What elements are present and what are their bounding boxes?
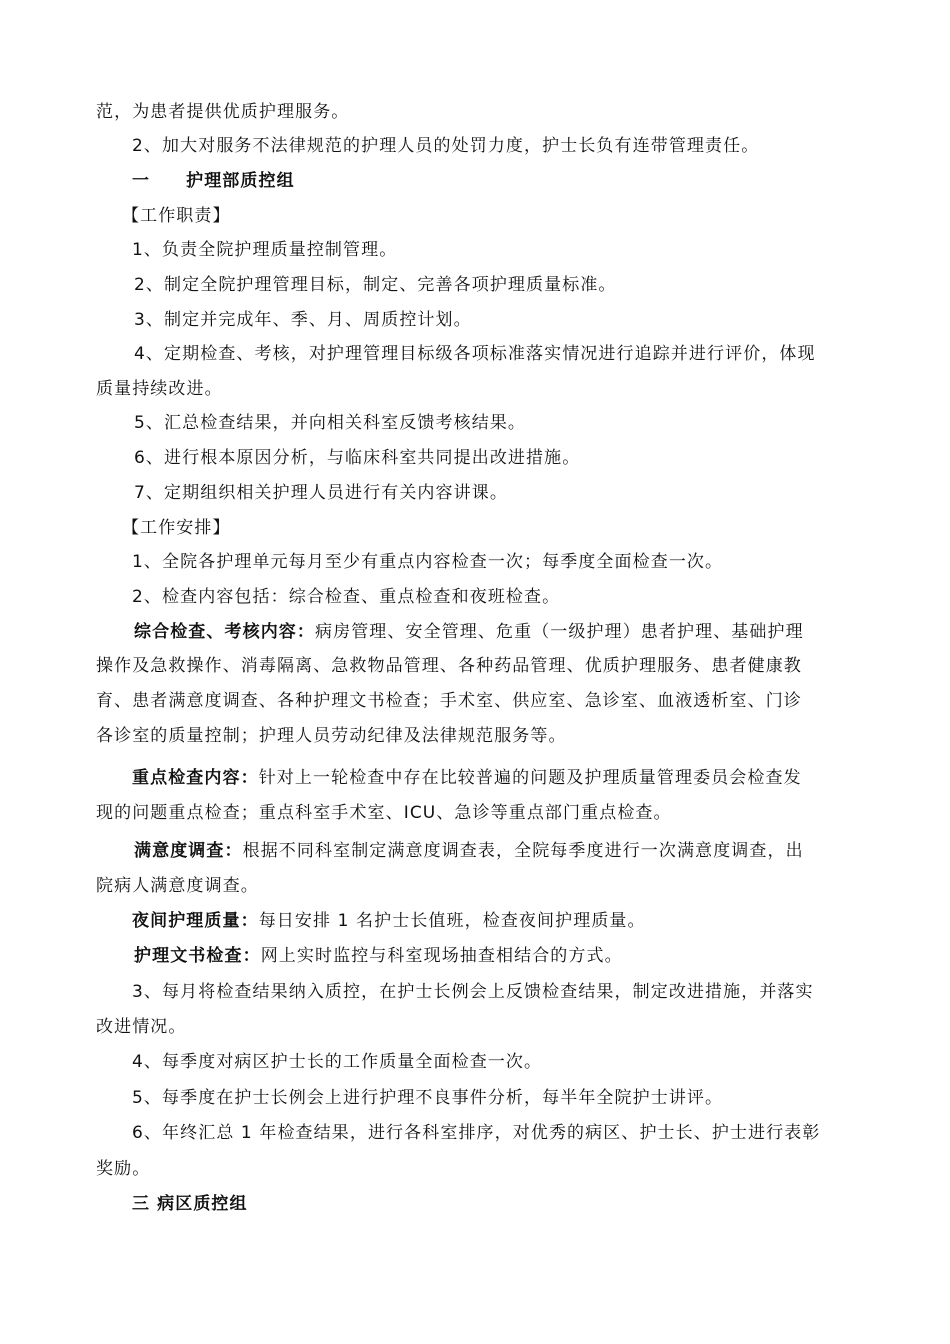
list-item: 5、每季度在护士长例会上进行护理不良事件分析，每半年全院护士讲评。 [132, 1088, 724, 1108]
paragraph-line: 质量持续改进。 [96, 379, 223, 399]
subsection-heading: 【工作安排】 [122, 518, 231, 538]
section-heading: 三 病区质控组 [132, 1194, 248, 1214]
list-item: 3、制定并完成年、季、月、周质控计划。 [134, 310, 472, 330]
paragraph-line: 重点检查内容：针对上一轮检查中存在比较普遍的问题及护理质量管理委员会检查发 [132, 768, 802, 788]
paragraph-line: 护理文书检查：网上实时监控与科室现场抽查相结合的方式。 [134, 946, 623, 966]
section-title: 护理部质控组 [186, 171, 295, 191]
list-item: 4、每季度对病区护士长的工作质量全面检查一次。 [132, 1052, 543, 1072]
list-item: 2、制定全院护理管理目标，制定、完善各项护理质量标准。 [134, 275, 617, 295]
list-item: 4、定期检查、考核，对护理管理目标级各项标准落实情况进行追踪并进行评价，体现 [134, 344, 816, 364]
list-item: 5、汇总检查结果，并向相关科室反馈考核结果。 [134, 413, 527, 433]
inline-label: 重点检查内容： [132, 768, 259, 788]
paragraph-line: 奖励。 [96, 1159, 151, 1179]
inline-label: 满意度调查： [134, 841, 243, 861]
list-item: 1、全院各护理单元每月至少有重点内容检查一次；每季度全面检查一次。 [132, 552, 724, 572]
paragraph-line: 满意度调查：根据不同科室制定满意度调查表，全院每季度进行一次满意度调查，出 [134, 841, 804, 861]
paragraph-line: 操作及急救操作、消毒隔离、急救物品管理、各种药品管理、优质护理服务、患者健康教 [96, 656, 802, 676]
list-item: 7、定期组织相关护理人员进行有关内容讲课。 [134, 483, 508, 503]
list-item: 6、进行根本原因分析，与临床科室共同提出改进措施。 [134, 448, 581, 468]
inline-label: 护理文书检查： [134, 946, 261, 966]
list-item: 6、年终汇总 1 年检查结果，进行各科室排序，对优秀的病区、护士长、护士进行表彰 [132, 1123, 821, 1143]
list-item: 1、负责全院护理质量控制管理。 [132, 240, 398, 260]
paragraph-line: 院病人满意度调查。 [96, 876, 259, 896]
list-item: 2、检查内容包括：综合检查、重点检查和夜班检查。 [132, 587, 561, 607]
paragraph-line: 2、加大对服务不法律规范的护理人员的处罚力度，护士长负有连带管理责任。 [132, 136, 760, 156]
paragraph-line: 各诊室的质量控制；护理人员劳动纪律及法律规范服务等。 [96, 726, 567, 746]
paragraph-line: 范，为患者提供优质护理服务。 [96, 102, 350, 122]
subsection-heading: 【工作职责】 [122, 206, 231, 226]
inline-label: 夜间护理质量： [132, 911, 259, 931]
section-number: 一 [132, 171, 151, 191]
inline-label: 综合检查、考核内容： [134, 622, 315, 642]
list-item: 3、每月将检查结果纳入质控，在护士长例会上反馈检查结果，制定改进措施，并落实 [132, 982, 814, 1002]
paragraph-line: 育、患者满意度调查、各种护理文书检查；手术室、供应室、急诊室、血液透析室、门诊 [96, 691, 802, 711]
paragraph-line: 综合检查、考核内容：病房管理、安全管理、危重（一级护理）患者护理、基础护理 [134, 622, 804, 642]
section-heading [132, 169, 295, 193]
paragraph-line: 夜间护理质量：每日安排 1 名护士长值班，检查夜间护理质量。 [132, 911, 646, 931]
paragraph-line: 改进情况。 [96, 1017, 187, 1037]
paragraph-line: 现的问题重点检查；重点科室手术室、ICU、急诊等重点部门重点检查。 [96, 803, 672, 823]
